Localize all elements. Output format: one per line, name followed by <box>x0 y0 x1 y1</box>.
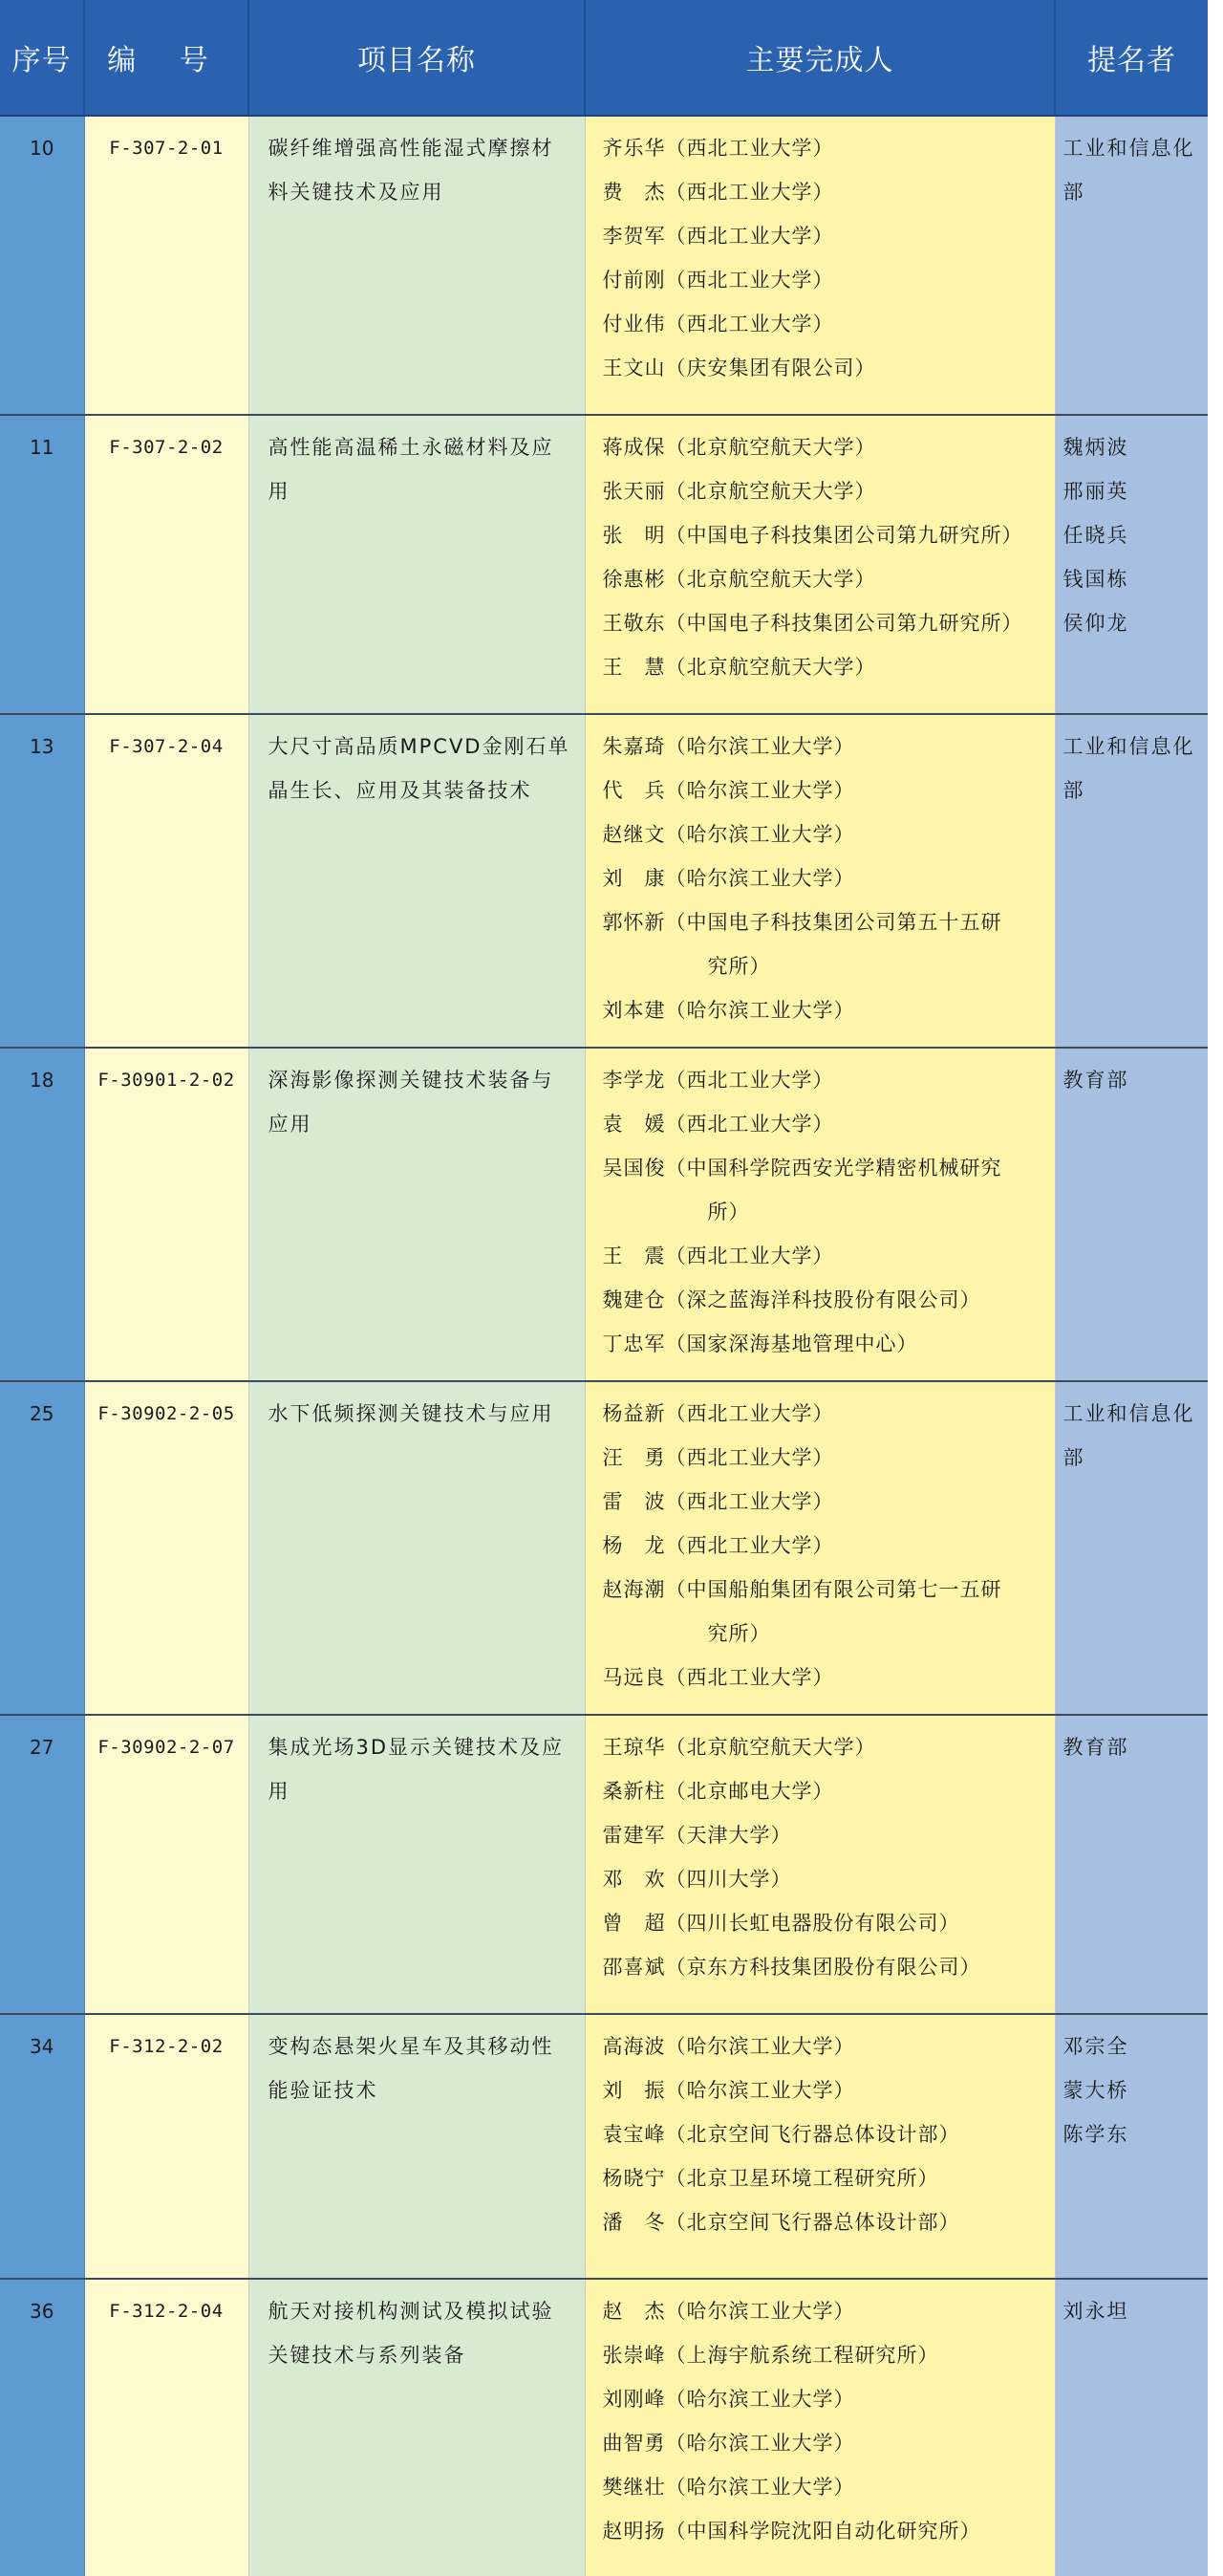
person-org: （西北工业大学） <box>665 225 834 248</box>
person-org: （北京空间飞行器总体设计部） <box>665 2123 960 2146</box>
person-org: （西北工业大学） <box>665 1666 834 1689</box>
row-nominator <box>1055 415 1208 714</box>
person-org: （西北工业大学） <box>665 1402 834 1425</box>
person-entry <box>603 302 1049 346</box>
row-nominator <box>1055 2014 1208 2279</box>
person-name: 李学龙 <box>602 1069 666 1092</box>
person-name: 刘 振 <box>602 2079 666 2102</box>
person-name: 王 慧 <box>602 656 666 679</box>
person-name: 张崇峰 <box>602 2344 666 2367</box>
row-people <box>585 1381 1055 1715</box>
person-entry <box>603 1392 1049 1436</box>
row-people <box>585 2279 1055 2576</box>
row-nominator <box>1055 116 1208 415</box>
person-entry <box>603 2465 1049 2509</box>
table-row <box>0 1048 1208 1381</box>
header-nominator: 提名者 <box>1055 0 1208 116</box>
person-name: 雷建军 <box>602 1824 666 1847</box>
person-org-continued: 所） <box>707 1201 750 1223</box>
table-row <box>0 1381 1208 1715</box>
table-row <box>0 1715 1208 2014</box>
person-org: （西北工业大学） <box>665 1446 834 1469</box>
person-entry <box>603 214 1049 258</box>
nominator-line: 任晓兵 <box>1062 524 1129 547</box>
nominator-line: 邢丽英 <box>1062 480 1129 503</box>
row-index: 18 <box>0 1048 84 1381</box>
row-project-name: 深海影像探测关键技术装备与应用 <box>248 1048 585 1381</box>
person-name: 蒋成保 <box>602 436 666 459</box>
person-entry <box>603 1436 1049 1480</box>
row-people <box>585 415 1055 714</box>
row-project-name: 集成光场3D显示关键技术及应用 <box>248 1715 585 2014</box>
header-code <box>84 0 248 116</box>
person-entry <box>603 1524 1049 1568</box>
person-name: 刘本建 <box>602 999 666 1022</box>
row-project-name: 高性能高温稀土永磁材料及应用 <box>248 415 585 714</box>
person-org: （四川长虹电器股份有限公司） <box>665 1912 960 1935</box>
person-entry <box>603 2156 1049 2200</box>
row-index: 34 <box>0 2014 84 2279</box>
person-name: 赵明扬 <box>602 2520 666 2543</box>
person-entry <box>603 1813 1049 1857</box>
person-entry <box>603 1656 1049 1699</box>
person-name: 杨晓宁 <box>602 2167 666 2190</box>
header-index: 序号 <box>0 0 84 116</box>
person-name: 李贺军 <box>602 225 666 248</box>
person-name: 王 震 <box>602 1245 666 1267</box>
person-name: 王敬东 <box>602 612 666 635</box>
person-entry <box>603 2333 1049 2377</box>
person-org: （西北工业大学） <box>665 269 834 292</box>
person-entry <box>603 1568 1049 1612</box>
person-name: 魏建仓 <box>602 1288 666 1311</box>
person-org: （京东方科技集团股份有限公司） <box>665 1956 981 1979</box>
person-org: （西北工业大学） <box>665 1490 834 1513</box>
person-name: 马远良 <box>602 1666 666 1689</box>
nominator-line: 教育部 <box>1062 1069 1129 1092</box>
nominator-line: 钱国栋 <box>1062 568 1129 591</box>
person-name: 杨益新 <box>602 1402 666 1425</box>
person-org: （哈尔滨工业大学） <box>665 2388 855 2411</box>
person-name: 齐乐华 <box>602 137 666 160</box>
person-entry <box>603 1769 1049 1813</box>
person-org: （北京航空航天大学） <box>665 436 876 459</box>
person-name: 朱嘉琦 <box>602 735 666 758</box>
person-org-continued: 究所） <box>707 1622 771 1645</box>
nominator-line: 刘永坦 <box>1062 2300 1129 2323</box>
person-org: （哈尔滨工业大学） <box>665 2035 855 2058</box>
nominator-line: 工业和信息化 <box>1062 1402 1195 1425</box>
person-name: 代 兵 <box>602 779 666 802</box>
person-entry <box>603 1901 1049 1945</box>
table-header-row <box>0 0 1208 116</box>
person-name: 费 杰 <box>602 181 666 204</box>
row-people <box>585 2014 1055 2279</box>
header-code-label: 编 号 <box>107 44 225 77</box>
person-name: 邵喜斌 <box>602 1956 666 1979</box>
row-people <box>585 1048 1055 1381</box>
nominator-line: 邓宗全 <box>1062 2035 1129 2058</box>
person-name: 刘刚峰 <box>602 2388 666 2411</box>
person-org: （哈尔滨工业大学） <box>665 2079 855 2102</box>
person-org: （深之蓝海洋科技股份有限公司） <box>665 1288 981 1311</box>
person-org: （西北工业大学） <box>665 313 834 336</box>
person-name: 杨 龙 <box>602 1534 666 1557</box>
person-name: 张 明 <box>602 524 666 547</box>
nominator-line: 蒙大桥 <box>1062 2079 1129 2102</box>
person-entry <box>603 2112 1049 2156</box>
person-org: （西北工业大学） <box>665 181 834 204</box>
person-entry <box>603 126 1049 170</box>
person-entry <box>603 469 1049 513</box>
person-org: （中国科学院西安光学精密机械研究 <box>665 1157 1002 1180</box>
person-entry <box>603 1146 1049 1190</box>
person-name: 赵海潮 <box>602 1578 666 1601</box>
row-project-name: 变构态悬架火星车及其移动性能验证技术 <box>248 2014 585 2279</box>
person-entry <box>603 513 1049 557</box>
person-entry <box>603 768 1049 812</box>
person-name: 付前刚 <box>602 269 666 292</box>
person-name: 徐惠彬 <box>602 568 666 591</box>
nominator-line: 工业和信息化 <box>1062 735 1195 758</box>
person-name: 郭怀新 <box>602 911 666 934</box>
person-entry <box>603 2068 1049 2112</box>
person-org: （哈尔滨工业大学） <box>665 779 855 802</box>
row-project-name: 碳纤维增强高性能湿式摩擦材料关键技术及应用 <box>248 116 585 415</box>
row-code: F-307-2-04 <box>84 714 248 1048</box>
nominator-line: 陈学东 <box>1062 2123 1129 2146</box>
row-code: F-30902-2-07 <box>84 1715 248 2014</box>
person-org: （中国电子科技集团公司第九研究所） <box>665 524 1023 547</box>
nominator-line: 部 <box>1062 1446 1085 1469</box>
person-entry <box>603 1857 1049 1901</box>
person-entry <box>603 988 1049 1032</box>
person-name: 雷 波 <box>602 1490 666 1513</box>
person-org: （哈尔滨工业大学） <box>665 2300 855 2323</box>
person-org: （中国电子科技集团公司第九研究所） <box>665 612 1023 635</box>
row-index: 25 <box>0 1381 84 1715</box>
header-people: 主要完成人 <box>585 0 1055 116</box>
person-name: 袁宝峰 <box>602 2123 666 2146</box>
person-entry <box>603 2377 1049 2421</box>
person-org: （北京航空航天大学） <box>665 568 876 591</box>
table-row <box>0 714 1208 1048</box>
table-row <box>0 2279 1208 2576</box>
row-code: F-312-2-02 <box>84 2014 248 2279</box>
row-nominator <box>1055 714 1208 1048</box>
nominator-line: 魏炳波 <box>1062 436 1129 459</box>
row-index: 36 <box>0 2279 84 2576</box>
person-entry <box>603 812 1049 856</box>
person-name: 曲智勇 <box>602 2432 666 2455</box>
row-index: 13 <box>0 714 84 1048</box>
person-org: （哈尔滨工业大学） <box>665 735 855 758</box>
table-row <box>0 2014 1208 2279</box>
header-name: 项目名称 <box>248 0 585 116</box>
person-name: 付业伟 <box>602 313 666 336</box>
person-name: 潘 冬 <box>602 2211 666 2234</box>
person-entry <box>603 258 1049 302</box>
person-name: 王文山 <box>602 357 666 379</box>
person-entry <box>603 1945 1049 1989</box>
row-code: F-307-2-01 <box>84 116 248 415</box>
person-entry <box>603 1278 1049 1322</box>
person-org: （哈尔滨工业大学） <box>665 2432 855 2455</box>
row-project-name: 航天对接机构测试及模拟试验关键技术与系列装备 <box>248 2279 585 2576</box>
person-entry <box>603 900 1049 944</box>
nominator-line: 工业和信息化 <box>1062 137 1195 160</box>
row-nominator <box>1055 1048 1208 1381</box>
person-name: 吴国俊 <box>602 1157 666 1180</box>
person-org: （西北工业大学） <box>665 1069 834 1092</box>
row-code: F-307-2-02 <box>84 415 248 714</box>
person-org: （北京空间飞行器总体设计部） <box>665 2211 960 2234</box>
person-org: （中国科学院沈阳自动化研究所） <box>665 2520 981 2543</box>
nominator-line: 部 <box>1062 779 1085 802</box>
person-name: 曾 超 <box>602 1912 666 1935</box>
person-entry <box>603 1322 1049 1366</box>
person-name: 刘 康 <box>602 867 666 890</box>
person-entry <box>603 425 1049 469</box>
person-org: （西北工业大学） <box>665 1534 834 1557</box>
table-row <box>0 415 1208 714</box>
person-org: （北京卫星环境工程研究所） <box>665 2167 939 2190</box>
person-org: （四川大学） <box>665 1868 792 1891</box>
row-nominator <box>1055 1715 1208 2014</box>
person-entry <box>603 2289 1049 2333</box>
row-code: F-30902-2-05 <box>84 1381 248 1715</box>
person-org: （西北工业大学） <box>665 137 834 160</box>
person-org: （北京航空航天大学） <box>665 656 876 679</box>
person-entry <box>603 1102 1049 1146</box>
person-org: （北京邮电大学） <box>665 1780 834 1803</box>
person-org: （北京航空航天大学） <box>665 1736 876 1759</box>
person-name: 桑新柱 <box>602 1780 666 1803</box>
person-entry <box>603 2024 1049 2068</box>
person-name: 王琼华 <box>602 1736 666 1759</box>
person-entry <box>603 601 1049 645</box>
person-entry <box>603 1725 1049 1769</box>
person-entry <box>603 170 1049 214</box>
row-index: 27 <box>0 1715 84 2014</box>
person-entry <box>603 346 1049 390</box>
person-entry <box>603 725 1049 768</box>
person-org: （庆安集团有限公司） <box>665 357 876 379</box>
row-code: F-30901-2-02 <box>84 1048 248 1381</box>
row-code: F-312-2-04 <box>84 2279 248 2576</box>
person-org: （天津大学） <box>665 1824 792 1847</box>
person-name: 袁 媛 <box>602 1113 666 1136</box>
person-entry <box>603 645 1049 689</box>
person-org: （哈尔滨工业大学） <box>665 867 855 890</box>
nominator-line: 部 <box>1062 181 1085 204</box>
person-org: （西北工业大学） <box>665 1245 834 1267</box>
person-name: 赵继文 <box>602 823 666 846</box>
row-project-name: 水下低频探测关键技术与应用 <box>248 1381 585 1715</box>
person-org: （哈尔滨工业大学） <box>665 999 855 1022</box>
person-org-continued: 究所） <box>707 955 771 978</box>
row-people <box>585 714 1055 1048</box>
person-org: （哈尔滨工业大学） <box>665 823 855 846</box>
person-name: 高海波 <box>602 2035 666 2058</box>
row-people <box>585 1715 1055 2014</box>
person-org: （上海宇航系统工程研究所） <box>665 2344 939 2367</box>
person-org: （国家深海基地管理中心） <box>665 1332 918 1355</box>
person-name: 张天丽 <box>602 480 666 503</box>
person-org: （中国电子科技集团公司第五十五研 <box>665 911 1002 934</box>
person-entry <box>603 1058 1049 1102</box>
row-nominator <box>1055 1381 1208 1715</box>
person-entry <box>603 1234 1049 1278</box>
person-name: 樊继壮 <box>602 2476 666 2499</box>
nominator-line: 侯仰龙 <box>1062 612 1129 635</box>
person-org: （中国船舶集团有限公司第七一五研 <box>665 1578 1002 1601</box>
row-project-name: 大尺寸高品质MPCVD金刚石单晶生长、应用及其装备技术 <box>248 714 585 1048</box>
table-row <box>0 116 1208 415</box>
person-name: 邓 欢 <box>602 1868 666 1891</box>
person-entry <box>603 2200 1049 2244</box>
row-index: 11 <box>0 415 84 714</box>
person-entry <box>603 2421 1049 2465</box>
person-entry <box>603 557 1049 601</box>
nominator-line: 教育部 <box>1062 1736 1129 1759</box>
person-name: 汪 勇 <box>602 1446 666 1469</box>
person-name: 丁忠军 <box>602 1332 666 1355</box>
person-org: （北京航空航天大学） <box>665 480 876 503</box>
person-entry <box>603 1480 1049 1524</box>
row-index: 10 <box>0 116 84 415</box>
person-entry <box>603 856 1049 900</box>
row-nominator <box>1055 2279 1208 2576</box>
person-org: （哈尔滨工业大学） <box>665 2476 855 2499</box>
person-entry <box>603 2509 1049 2553</box>
person-org: （西北工业大学） <box>665 1113 834 1136</box>
person-name: 赵 杰 <box>602 2300 666 2323</box>
row-people <box>585 116 1055 415</box>
